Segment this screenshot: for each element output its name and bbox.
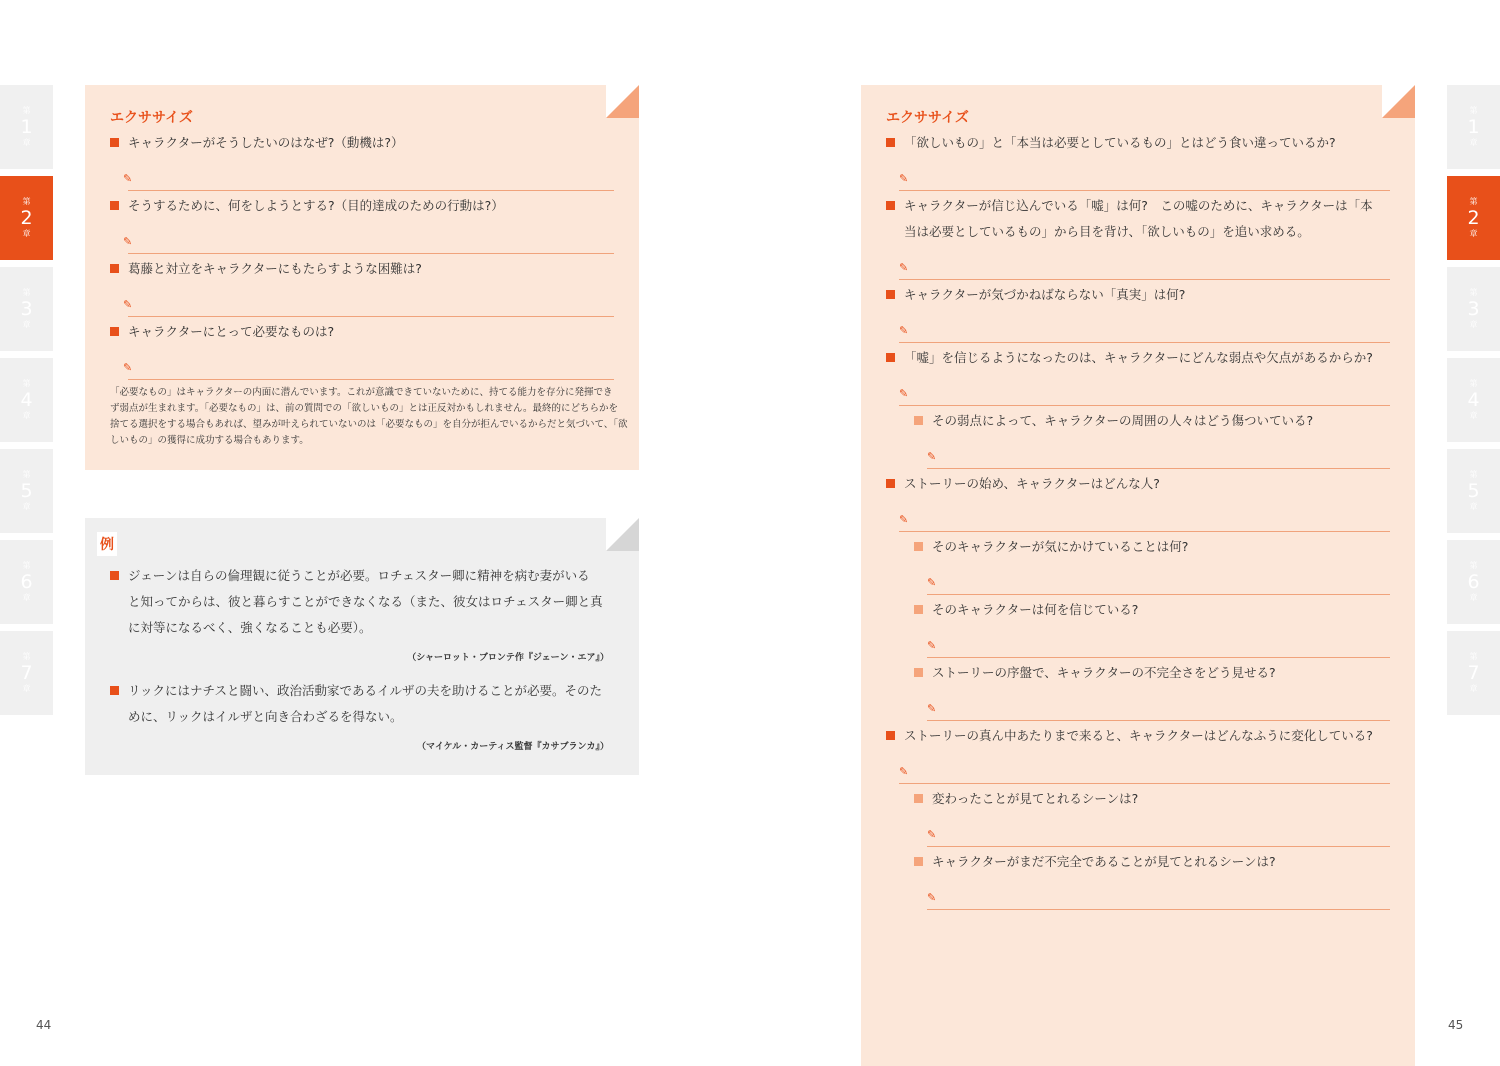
tab-kanji-top: 第: [22, 106, 31, 115]
right-question-8: そのキャラクターは何を信じている?: [914, 597, 1138, 623]
tab-kanji-top: 第: [1469, 288, 1478, 297]
pencil-icon: ✎: [927, 450, 937, 463]
tab-kanji-top: 第: [1469, 470, 1478, 479]
tab-kanji-bottom: 章: [22, 320, 31, 329]
tab-kanji-bottom: 章: [22, 138, 31, 147]
chapter-tab-3-left[interactable]: [0, 267, 53, 351]
left-exercise-card: [85, 85, 639, 470]
tab-kanji-bottom: 章: [1469, 320, 1478, 329]
page-fold-corner: [1382, 85, 1415, 118]
bullet-square-icon: [914, 542, 923, 551]
right-question-10: ストーリーの真ん中あたりまで来ると、キャラクターはどんなふうに変化している?: [886, 723, 1373, 749]
bullet-square-icon: [914, 794, 923, 803]
tab-kanji-bottom: 章: [22, 229, 31, 238]
tab-number: 6: [1467, 571, 1480, 593]
bullet-square-icon: [110, 327, 119, 336]
bullet-square-icon: [110, 686, 119, 695]
write-line[interactable]: [128, 190, 614, 191]
pencil-icon: ✎: [123, 361, 133, 374]
write-line[interactable]: [927, 720, 1390, 721]
page-fold-corner: [606, 85, 639, 118]
left-question-1: キャラクターがそうしたいのはなぜ?（動機は?）: [110, 130, 404, 156]
tab-kanji-top: 第: [1469, 561, 1478, 570]
tab-kanji-bottom: 章: [22, 684, 31, 693]
right-question-6: ストーリーの始め、キャラクターはどんな人?: [886, 471, 1160, 497]
left-question-4: キャラクターにとって必要なものは?: [110, 319, 334, 345]
tab-kanji-top: 第: [1469, 106, 1478, 115]
bullet-square-icon: [914, 416, 923, 425]
pencil-icon: ✎: [123, 235, 133, 248]
tab-kanji-top: 第: [1469, 379, 1478, 388]
bullet-square-icon: [110, 138, 119, 147]
tab-kanji-top: 第: [22, 197, 31, 206]
tab-kanji-bottom: 章: [22, 411, 31, 420]
chapter-tab-3-right[interactable]: [1447, 267, 1500, 351]
bullet-square-icon: [110, 264, 119, 273]
chapter-tab-5-left[interactable]: [0, 449, 53, 533]
chapter-tab-4-left[interactable]: [0, 358, 53, 442]
write-line[interactable]: [899, 190, 1390, 191]
tab-number: 6: [20, 571, 33, 593]
tab-number: 5: [1467, 480, 1480, 502]
write-line[interactable]: [128, 316, 614, 317]
chapter-tab-4-right[interactable]: [1447, 358, 1500, 442]
write-line[interactable]: [899, 531, 1390, 532]
tab-kanji-top: 第: [1469, 652, 1478, 661]
chapter-tab-2-left[interactable]: [0, 176, 53, 260]
tab-kanji-bottom: 章: [1469, 411, 1478, 420]
pencil-icon: ✎: [899, 261, 909, 274]
example-card: [85, 518, 639, 775]
pencil-icon: ✎: [899, 172, 909, 185]
tab-number: 4: [20, 389, 33, 411]
bullet-square-icon: [886, 201, 895, 210]
write-line[interactable]: [927, 657, 1390, 658]
right-exercise-title: エクササイズ: [886, 110, 969, 126]
bullet-square-icon: [886, 353, 895, 362]
example-1: ジェーンは自らの倫理観に従うことが必要。ロチェスター卿に精神を病む妻がいる と知ってからは、彼と暮らすことができなくなる（また、彼女はロチェスター卿と真 に対等になるべく、強くなることも必要）。: [110, 563, 603, 641]
page-number-left: 44: [36, 1018, 52, 1032]
pencil-icon: ✎: [899, 324, 909, 337]
right-question-2: キャラクターが信じ込んでいる「嘘」は何? この嘘のために、キャラクターは「本 当は必要としているもの」から目を背け、「欲しいもの」を追い求める。: [886, 193, 1373, 245]
tab-number: 1: [1467, 116, 1480, 138]
chapter-tab-1-left[interactable]: [0, 85, 53, 169]
right-question-5: その弱点によって、キャラクターの周囲の人々はどう傷ついている?: [914, 408, 1313, 434]
right-question-12: キャラクターがまだ不完全であることが見てとれるシーンは?: [914, 849, 1276, 875]
tab-kanji-bottom: 章: [1469, 502, 1478, 511]
tab-number: 5: [20, 480, 33, 502]
tab-kanji-bottom: 章: [22, 502, 31, 511]
right-exercise-card: [861, 85, 1415, 1066]
pencil-icon: ✎: [927, 576, 937, 589]
write-line[interactable]: [927, 468, 1390, 469]
bullet-square-icon: [886, 479, 895, 488]
chapter-tab-6-right[interactable]: [1447, 540, 1500, 624]
right-question-11: 変わったことが見てとれるシーンは?: [914, 786, 1138, 812]
bullet-square-icon: [914, 668, 923, 677]
tab-kanji-top: 第: [22, 470, 31, 479]
write-line[interactable]: [899, 783, 1390, 784]
pencil-icon: ✎: [899, 765, 909, 778]
write-line[interactable]: [899, 342, 1390, 343]
page-fold-corner: [606, 518, 639, 551]
page-number-right: 45: [1448, 1018, 1464, 1032]
tab-kanji-bottom: 章: [1469, 138, 1478, 147]
tab-kanji-bottom: 章: [22, 593, 31, 602]
note-text: 「必要なもの」はキャラクターの内面に潜んでいます。これが意識できていないために、持てる能力を存分に発揮でき ず弱点が生まれます。「必要なもの」は、前の質問での「欲しいもの」とは正反対かもしれません。最終的にどちらかを 捨てる選択をする場合もあれば、望みが叶えられていないのは「必要なもの」を自分が拒んでいるからだと気づいて、「欲 しいもの」の獲得に成功する場合もあります。: [110, 387, 628, 446]
pencil-icon: ✎: [899, 513, 909, 526]
bullet-square-icon: [110, 201, 119, 210]
right-question-4: 「嘘」を信じるようになったのは、キャラクターにどんな弱点や欠点があるからか?: [886, 345, 1373, 371]
tab-number: 1: [20, 116, 33, 138]
tab-number: 2: [1467, 207, 1480, 229]
tab-kanji-top: 第: [22, 288, 31, 297]
tab-number: 3: [1467, 298, 1480, 320]
bullet-square-icon: [886, 290, 895, 299]
tab-kanji-top: 第: [1469, 197, 1478, 206]
right-question-3: キャラクターが気づかねばならない「真実」は何?: [886, 282, 1185, 308]
write-line[interactable]: [128, 379, 614, 380]
example-label: 例: [97, 532, 117, 556]
example-2: リックにはナチスと闘い、政治活動家であるイルザの夫を助けることが必要。そのた めに、リックはイルザと向き合わざるを得ない。: [110, 678, 602, 730]
example-1-source: （シャーロット・ブロンテ作『ジェーン・エア』）: [407, 653, 609, 663]
tab-kanji-top: 第: [22, 561, 31, 570]
chapter-tab-2-right[interactable]: [1447, 176, 1500, 260]
chapter-tab-7-left[interactable]: [0, 631, 53, 715]
chapter-tab-1-right[interactable]: [1447, 85, 1500, 169]
left-exercise-title: エクササイズ: [110, 110, 193, 126]
chapter-tab-5-right[interactable]: [1447, 449, 1500, 533]
pencil-icon: ✎: [123, 172, 133, 185]
right-question-9: ストーリーの序盤で、キャラクターの不完全さをどう見せる?: [914, 660, 1276, 686]
tab-kanji-top: 第: [22, 379, 31, 388]
tab-number: 7: [1467, 662, 1480, 684]
right-question-7: そのキャラクターが気にかけていることは何?: [914, 534, 1188, 560]
bullet-square-icon: [886, 731, 895, 740]
pencil-icon: ✎: [927, 828, 937, 841]
pencil-icon: ✎: [927, 639, 937, 652]
right-question-1: 「欲しいもの」と「本当は必要としているもの」とはどう食い違っているか?: [886, 130, 1336, 156]
tab-kanji-bottom: 章: [1469, 684, 1478, 693]
pencil-icon: ✎: [927, 891, 937, 904]
pencil-icon: ✎: [123, 298, 133, 311]
tab-kanji-bottom: 章: [1469, 593, 1478, 602]
tab-number: 7: [20, 662, 33, 684]
chapter-tab-6-left[interactable]: [0, 540, 53, 624]
write-line[interactable]: [927, 594, 1390, 595]
example-2-source: （マイケル・カーティス監督『カサブランカ』）: [417, 742, 609, 752]
left-question-3: 葛藤と対立をキャラクターにもたらすような困難は?: [110, 256, 422, 282]
tab-number: 3: [20, 298, 33, 320]
bullet-square-icon: [886, 138, 895, 147]
tab-number: 2: [20, 207, 33, 229]
pencil-icon: ✎: [899, 387, 909, 400]
write-line[interactable]: [927, 846, 1390, 847]
pencil-icon: ✎: [927, 702, 937, 715]
write-line[interactable]: [927, 909, 1390, 910]
bullet-square-icon: [110, 571, 119, 580]
write-line[interactable]: [128, 253, 614, 254]
tab-number: 4: [1467, 389, 1480, 411]
bullet-square-icon: [914, 605, 923, 614]
left-question-2: そうするために、何をしようとする?（目的達成のための行動は?）: [110, 193, 504, 219]
bullet-square-icon: [914, 857, 923, 866]
chapter-tab-7-right[interactable]: [1447, 631, 1500, 715]
tab-kanji-bottom: 章: [1469, 229, 1478, 238]
write-line[interactable]: [899, 405, 1390, 406]
tab-kanji-top: 第: [22, 652, 31, 661]
write-line[interactable]: [899, 279, 1390, 280]
